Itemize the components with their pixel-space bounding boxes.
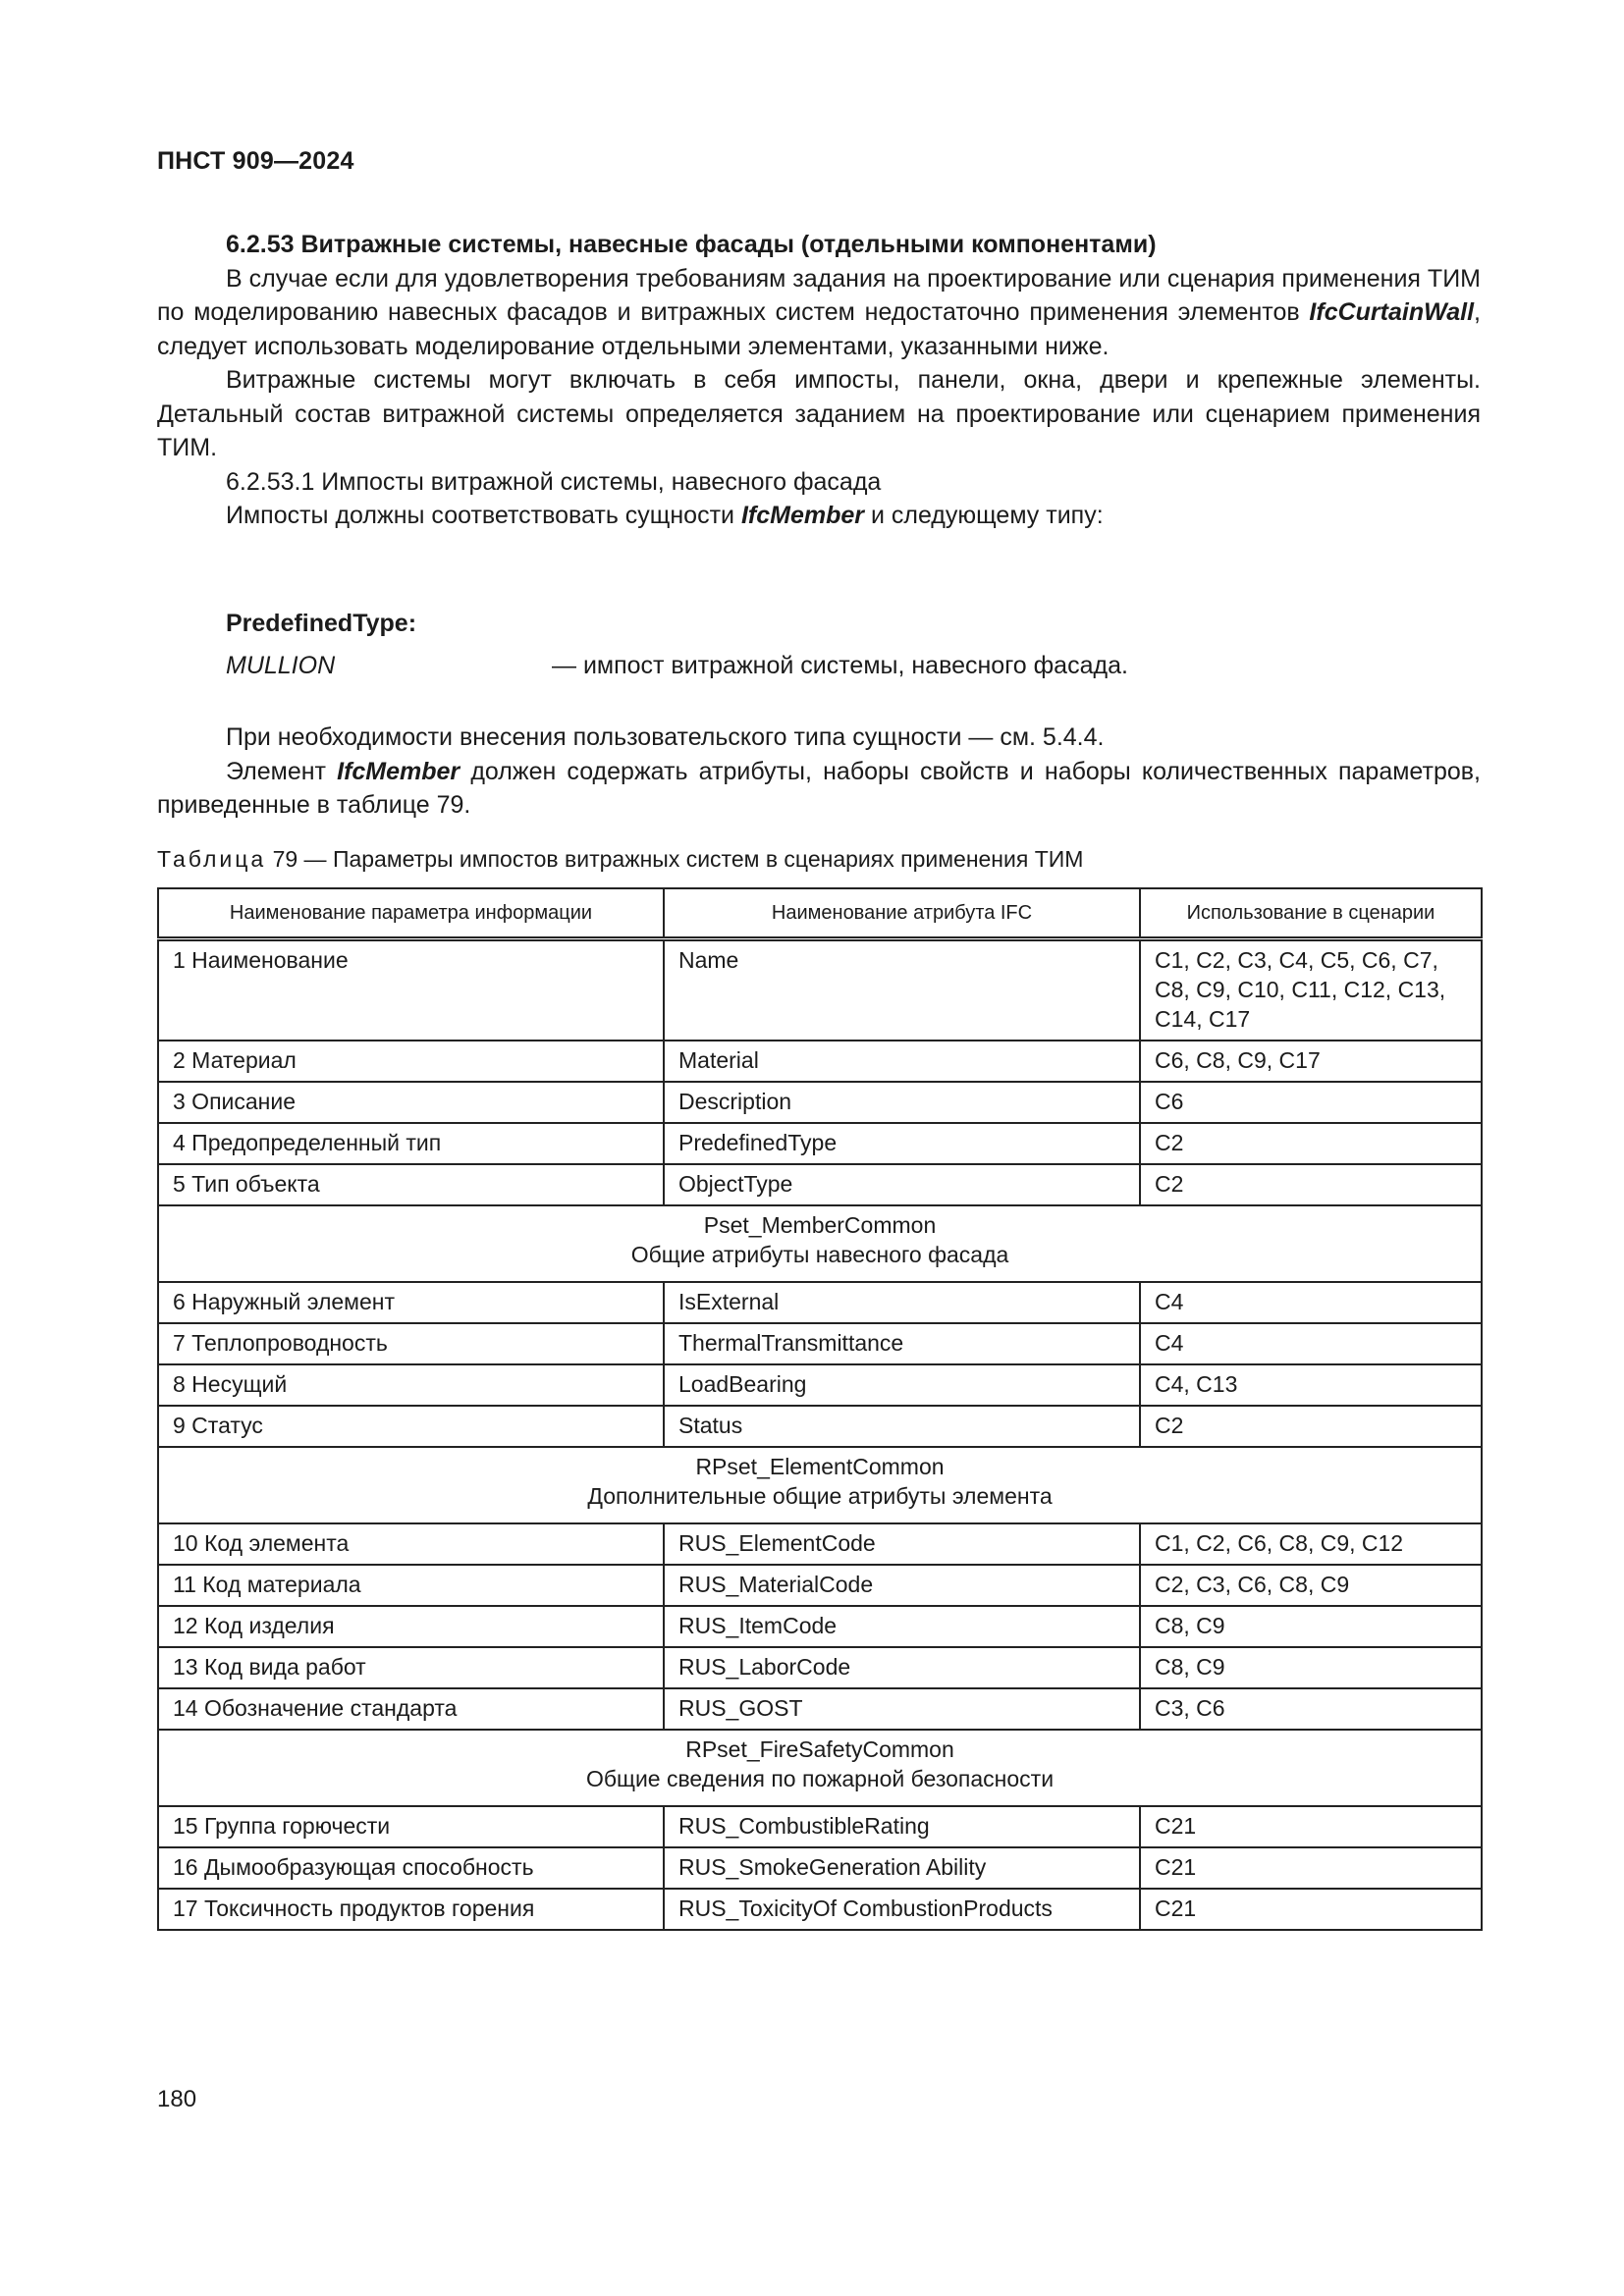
- table-group-row: [158, 1730, 1482, 1806]
- after-body: [157, 721, 1481, 823]
- parameter-cell: 9 Статус: [158, 1406, 664, 1447]
- paragraph-3: [157, 499, 1481, 533]
- paragraph-4: При необходимости внесения пользовательского типа сущности — см. 5.4.4.: [226, 723, 1105, 751]
- parameter-cell: 17 Токсичность продуктов горения: [158, 1889, 664, 1930]
- usage-cell: C4, C13: [1140, 1364, 1482, 1406]
- header-parameter: Наименование параметра информации: [158, 888, 664, 939]
- paragraph-1: [157, 262, 1481, 364]
- parameter-cell: 14 Обозначение стандарта: [158, 1688, 664, 1730]
- usage-cell: C3, C6: [1140, 1688, 1482, 1730]
- table-caption: [157, 846, 1083, 873]
- ifc-attribute-cell: RUS_ItemCode: [664, 1606, 1140, 1647]
- usage-cell: C8, C9: [1140, 1647, 1482, 1688]
- table-row: [158, 1123, 1482, 1164]
- property-set-cell: [158, 1205, 1482, 1282]
- parameter-cell: 10 Код элемента: [158, 1523, 664, 1565]
- property-set-cell: [158, 1447, 1482, 1523]
- table-row: [158, 1364, 1482, 1406]
- table-row: [158, 1523, 1482, 1565]
- usage-cell: C2: [1140, 1123, 1482, 1164]
- standard-header: ПНСТ 909—2024: [157, 147, 354, 175]
- ifc-attribute-cell: IsExternal: [664, 1282, 1140, 1323]
- parameter-cell: 15 Группа горючести: [158, 1806, 664, 1847]
- usage-cell: C21: [1140, 1847, 1482, 1889]
- property-set-cell: [158, 1730, 1482, 1806]
- table-row: [158, 1889, 1482, 1930]
- property-set-description: Общие сведения по пожарной безопасности: [585, 1766, 1055, 1791]
- table-row: [158, 1647, 1482, 1688]
- paragraph-5-text-a: Элемент: [226, 757, 338, 785]
- parameter-cell: 11 Код материала: [158, 1565, 664, 1606]
- paragraph-2: Витражные системы могут включать в себя импосты, панели, окна, двери и крепежные элементы. Детальный состав витражной системы определяется заданием на проектирование или сценарием применения ТИМ.: [157, 366, 1481, 461]
- parameter-cell: 2 Материал: [158, 1041, 664, 1082]
- table-body: [158, 939, 1482, 1931]
- property-set-description: Общие атрибуты навесного фасада: [630, 1242, 1009, 1267]
- ifc-attribute-cell: Material: [664, 1041, 1140, 1082]
- ifc-attribute-cell: LoadBearing: [664, 1364, 1140, 1406]
- table-group-row: [158, 1205, 1482, 1282]
- table-row: [158, 1041, 1482, 1082]
- ifc-attribute-cell: RUS_ElementCode: [664, 1523, 1140, 1565]
- table-row: [158, 1406, 1482, 1447]
- table-row: [158, 1323, 1482, 1364]
- predefined-type-code: MULLION: [226, 652, 336, 679]
- paragraph-1-text-a: В случае если для удовлетворения требованиям задания на проектирование или сценария применения ТИМ по моделированию навесных фасадов и витражных систем недостаточно применения элементов: [157, 264, 1481, 326]
- usage-cell: C8, C9: [1140, 1606, 1482, 1647]
- section-title: 6.2.53 Витражные системы, навесные фасады (отдельными компонентами): [226, 231, 1157, 258]
- parameter-cell: 4 Предопределенный тип: [158, 1123, 664, 1164]
- ifc-attribute-cell: Description: [664, 1082, 1140, 1123]
- table-row: [158, 1688, 1482, 1730]
- parameter-cell: 6 Наружный элемент: [158, 1282, 664, 1323]
- usage-cell: C21: [1140, 1806, 1482, 1847]
- ifc-attribute-cell: ThermalTransmittance: [664, 1323, 1140, 1364]
- parameter-cell: 7 Теплопроводность: [158, 1323, 664, 1364]
- usage-cell: C4: [1140, 1282, 1482, 1323]
- paragraph-5-text-b: должен содержать атрибуты, наборы свойств и наборы количественных параметров, приведенные в таблице 79.: [157, 757, 1481, 819]
- ifc-attribute-cell: PredefinedType: [664, 1123, 1140, 1164]
- table-row: [158, 939, 1482, 1041]
- section-body: [157, 228, 1481, 533]
- ifc-attribute-cell: Status: [664, 1406, 1140, 1447]
- usage-cell: C2: [1140, 1406, 1482, 1447]
- ifc-attribute-cell: RUS_SmokeGeneration Ability: [664, 1847, 1140, 1889]
- paragraph-1-text-b: , следует использовать моделирование отдельными элементами, указанными ниже.: [157, 298, 1481, 360]
- paragraph-1-entity: IfcCurtainWall: [1309, 298, 1475, 326]
- ifc-attribute-cell: RUS_CombustibleRating: [664, 1806, 1140, 1847]
- property-set-name: RPset_FireSafetyCommon: [685, 1736, 954, 1762]
- predefined-type-description: — импост витражной системы, навесного фасада.: [552, 652, 1128, 679]
- parameter-cell: 5 Тип объекта: [158, 1164, 664, 1205]
- table-header-row: [158, 888, 1482, 939]
- subsection-title: 6.2.53.1 Импосты витражной системы, навесного фасада: [226, 467, 882, 496]
- parameters-table: [157, 887, 1483, 1931]
- paragraph-5-entity: IfcMember: [337, 757, 460, 785]
- table-row: [158, 1282, 1482, 1323]
- parameter-cell: 3 Описание: [158, 1082, 664, 1123]
- ifc-attribute-cell: RUS_LaborCode: [664, 1647, 1140, 1688]
- header-usage: Использование в сценарии: [1140, 888, 1482, 939]
- usage-cell: C21: [1140, 1889, 1482, 1930]
- ifc-attribute-cell: RUS_GOST: [664, 1688, 1140, 1730]
- predefined-type-block: [226, 607, 1481, 682]
- ifc-attribute-cell: RUS_MaterialCode: [664, 1565, 1140, 1606]
- usage-cell: C1, C2, C3, C4, C5, C6, C7, C8, C9, C10, C11, C12, C13, C14, C17: [1140, 939, 1482, 1041]
- parameter-cell: 12 Код изделия: [158, 1606, 664, 1647]
- table-row: [158, 1164, 1482, 1205]
- usage-cell: C4: [1140, 1323, 1482, 1364]
- paragraph-5: [157, 755, 1481, 823]
- paragraph-3-entity: IfcMember: [740, 502, 864, 529]
- usage-cell: C1, C2, C6, C8, C9, C12: [1140, 1523, 1482, 1565]
- table-row: [158, 1806, 1482, 1847]
- property-set-name: RPset_ElementCommon: [695, 1454, 945, 1479]
- ifc-attribute-cell: Name: [664, 939, 1140, 1041]
- table-caption-word: Таблица: [157, 846, 267, 872]
- page-number: 180: [157, 2086, 197, 2112]
- ifc-attribute-cell: RUS_ToxicityOf CombustionProducts: [664, 1889, 1140, 1930]
- predefined-type-row: [226, 649, 1481, 682]
- paragraph-3-text-a: Импосты должны соответствовать сущности: [226, 502, 741, 529]
- table-caption-rest: 79 — Параметры импостов витражных систем в сценариях применения ТИМ: [266, 846, 1084, 872]
- table-row: [158, 1565, 1482, 1606]
- paragraph-3-text-b: и следующему типу:: [864, 502, 1104, 529]
- table-row: [158, 1606, 1482, 1647]
- usage-cell: C2: [1140, 1164, 1482, 1205]
- header-ifc-attribute: Наименование атрибута IFC: [664, 888, 1140, 939]
- table-row: [158, 1082, 1482, 1123]
- table-row: [158, 1847, 1482, 1889]
- property-set-description: Дополнительные общие атрибуты элемента: [587, 1483, 1053, 1509]
- usage-cell: C6, C8, C9, C17: [1140, 1041, 1482, 1082]
- parameter-cell: 8 Несущий: [158, 1364, 664, 1406]
- usage-cell: C2, C3, C6, C8, C9: [1140, 1565, 1482, 1606]
- property-set-name: Pset_MemberCommon: [703, 1212, 937, 1238]
- usage-cell: C6: [1140, 1082, 1482, 1123]
- ifc-attribute-cell: ObjectType: [664, 1164, 1140, 1205]
- parameter-cell: 13 Код вида работ: [158, 1647, 664, 1688]
- parameter-cell: 16 Дымообразующая способность: [158, 1847, 664, 1889]
- predefined-type-label: PredefinedType:: [226, 610, 417, 637]
- table-group-row: [158, 1447, 1482, 1523]
- parameter-cell: 1 Наименование: [158, 939, 664, 1041]
